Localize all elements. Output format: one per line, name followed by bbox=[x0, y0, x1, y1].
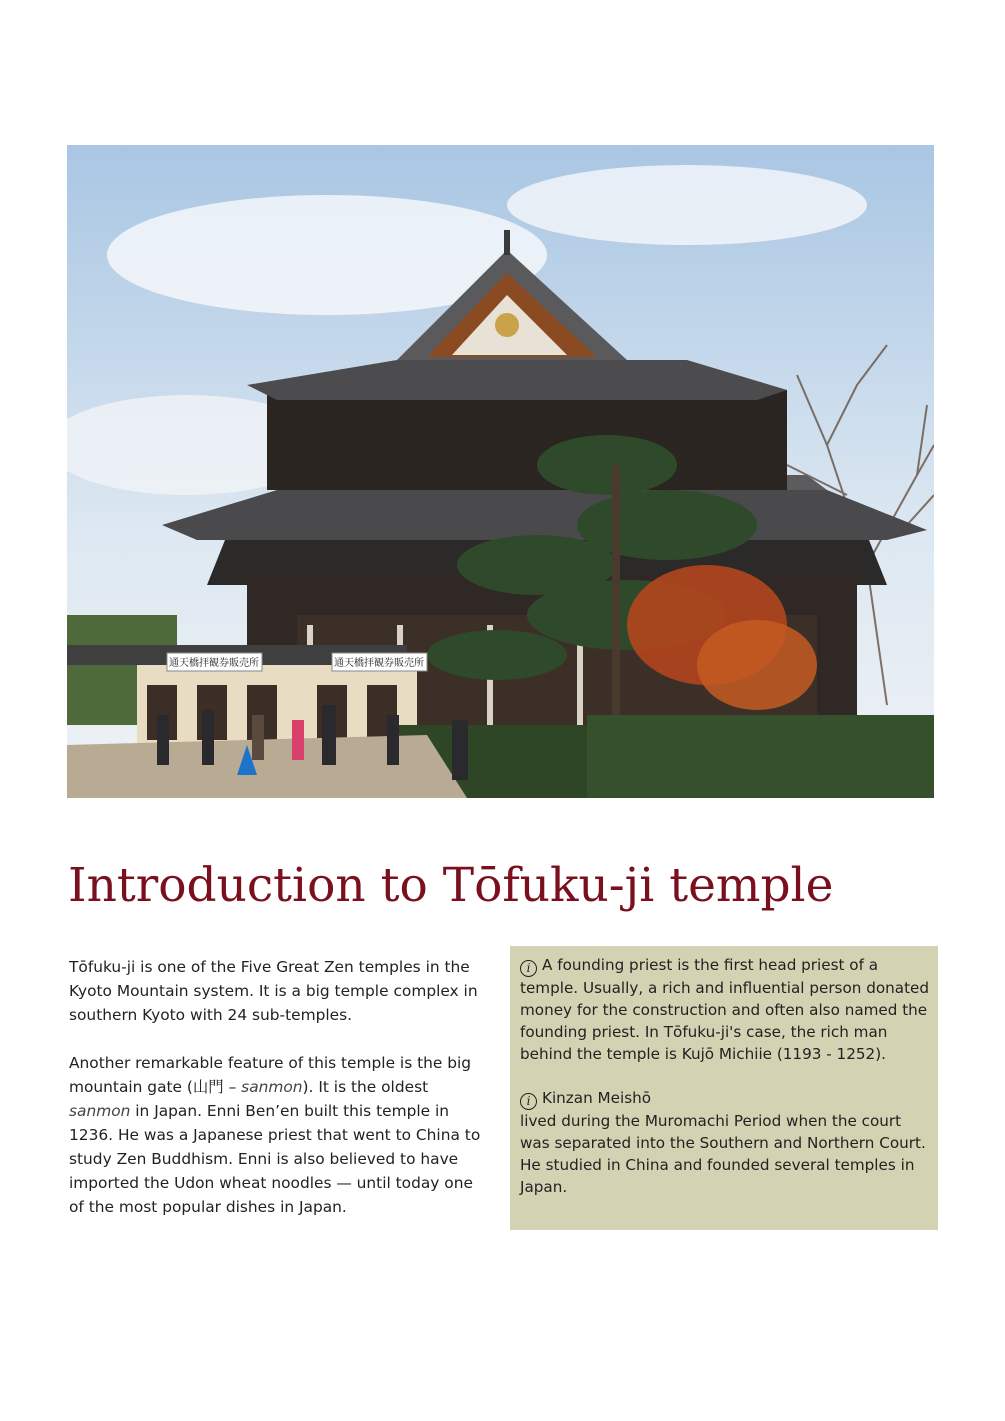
info-icon: i bbox=[520, 1093, 537, 1110]
info-note-text: A founding priest is the first head priest of a temple. Usually, a rich and influential person donated money for the construction and often also named the founding priest. In Tōfuku-ji's case, the rich man behind the temple is Kujō Michiie (1193 - 1252). bbox=[520, 956, 930, 1063]
info-note-text: lived during the Muromachi Period when the court was separated into the Southern and Northern Court. He studied in China and founded several temples in Japan. bbox=[520, 1112, 926, 1196]
body-text bbox=[69, 955, 484, 1243]
info-note-founding-priest bbox=[520, 954, 934, 1065]
ticket-sign-left: 通天橋拝観券販売所 bbox=[169, 658, 259, 669]
ticket-sign-right: 通天橋拝観券販売所 bbox=[334, 658, 424, 669]
paragraph-sanmon-text: Another remarkable feature of this temple is the big mountain gate (山門 – bbox=[69, 1054, 472, 1096]
paragraph-sanmon-text: ). It is the oldest bbox=[302, 1078, 429, 1096]
info-box bbox=[510, 946, 938, 1230]
info-note-name: Kinzan Meishō bbox=[542, 1089, 652, 1107]
paragraph-sanmon-text: in Japan. Enni Ben’en built this temple in 1236. He was a Japanese priest that went to China to study Zen Buddhism. Enni is also believed to have imported the Udon wheat noodles — until today one of the most popular dishes in Japan. bbox=[69, 1102, 481, 1216]
page-title: Introduction to Tōfuku-ji temple bbox=[68, 858, 834, 913]
sanmon-term: sanmon bbox=[69, 1102, 131, 1120]
paragraph-sanmon bbox=[69, 1051, 484, 1219]
sanmon-term: sanmon bbox=[241, 1078, 303, 1096]
info-icon: i bbox=[520, 960, 537, 977]
temple-photo bbox=[67, 145, 934, 798]
info-note-kinzan bbox=[520, 1087, 934, 1198]
paragraph-intro: Tōfuku-ji is one of the Five Great Zen temples in the Kyoto Mountain system. It is a big temple complex in southern Kyoto with 24 sub-temples. bbox=[69, 958, 478, 1024]
